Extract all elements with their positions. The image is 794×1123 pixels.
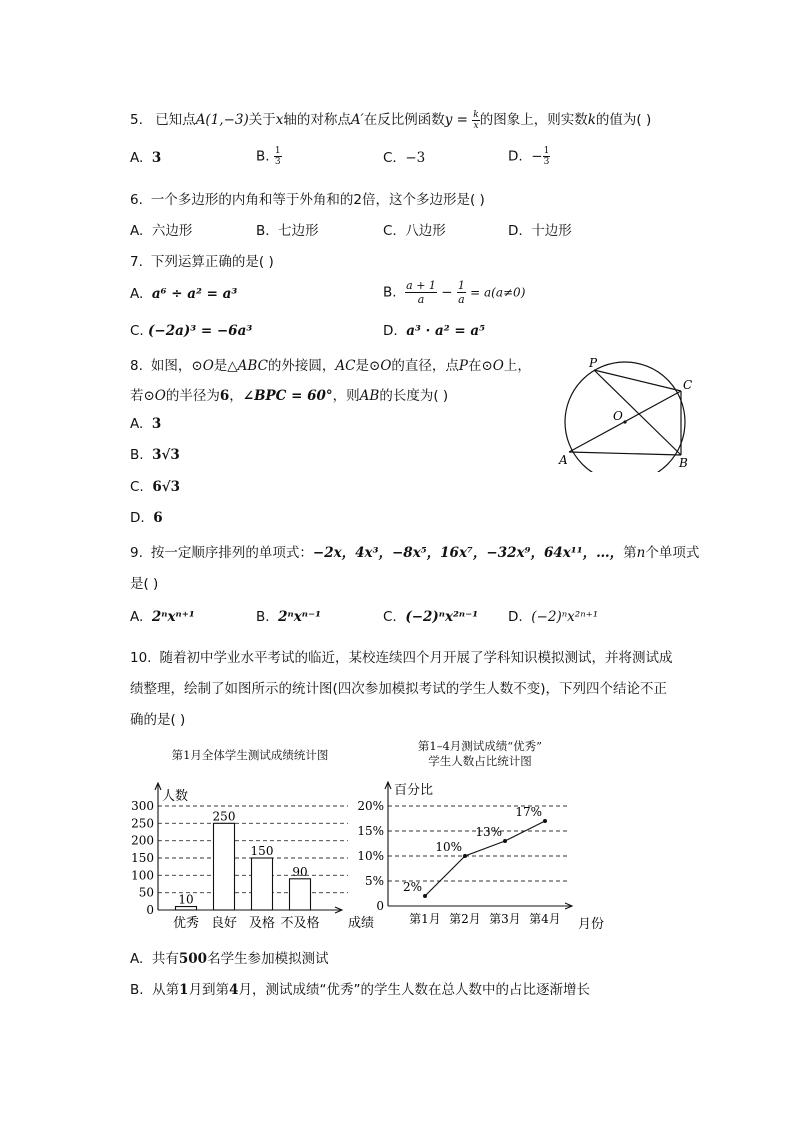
option-a[interactable]: A. 3	[130, 416, 162, 432]
option-a[interactable]: A. 共有500名学生参加模拟测试	[130, 951, 329, 967]
label-o: O	[613, 409, 623, 423]
question-number: 7.	[130, 254, 143, 270]
option-a[interactable]: A. 2ⁿxⁿ⁺¹	[130, 609, 195, 625]
line-chart-title-line2: 学生人数占比统计图	[428, 754, 532, 768]
bar-value-label: 90	[292, 864, 308, 879]
y-tick-label: 50	[138, 885, 154, 900]
y-tick-label: 250	[131, 816, 154, 831]
question-7	[130, 250, 274, 270]
line-chart-title-line1: 第1–4月测试成绩“优秀”	[417, 739, 543, 753]
question-8-line2: 若⊙O的半径为6，∠BPC = 60°，则AB的长度为( )	[130, 388, 449, 404]
option-b[interactable]: B. $\frac{1}{3}$	[256, 146, 281, 167]
bar-chart-title: 第1月全体学生测试成绩统计图	[171, 748, 329, 762]
data-value-label: 10%	[435, 840, 462, 854]
label-a: A	[559, 453, 568, 467]
option-d[interactable]: D. (−2)ⁿx²ⁿ⁺¹	[508, 609, 599, 625]
option-b[interactable]: B. $\frac{a + 1}{a}$ − $\frac{1}{a}$ = a(a≠0)	[383, 279, 526, 306]
y-tick-label: 100	[131, 868, 154, 883]
q5-point: A(1,−3)	[195, 112, 249, 128]
question-5	[130, 108, 651, 131]
q5-stem-text: 的图象上，则实数	[479, 112, 588, 128]
y-tick-label: 10%	[357, 849, 384, 863]
bar	[290, 879, 311, 910]
option-d[interactable]: D. 十边形	[508, 223, 572, 239]
q5-stem-text: 关于	[248, 112, 276, 128]
option-b[interactable]: B. 2ⁿxⁿ⁻¹	[256, 609, 322, 625]
question-9: 9. 按一定顺序排列的单项式：−2x，4x³，−8x⁵，16x⁷，−32x⁹，64x¹¹，…，第n个单项式	[130, 545, 700, 561]
data-value-label: 17%	[515, 805, 542, 819]
y-tick-label: 200	[131, 833, 154, 848]
option-c[interactable]: C. (−2a)³ = −6a³	[130, 323, 253, 339]
question-number: 8.	[130, 358, 143, 374]
x-axis-label: 成绩	[348, 916, 375, 931]
q5-axis: x	[275, 112, 284, 128]
bar-value-label: 10	[178, 892, 194, 907]
data-point	[503, 839, 507, 843]
y-tick-label: 15%	[357, 824, 384, 838]
question-10-line2: 绩整理，绘制了如图所示的统计图(四次参加模拟考试的学生人数不变)，下列四个结论不正	[130, 681, 668, 697]
question-number: 5.	[130, 112, 143, 128]
question-stem: 一个多边形的内角和等于外角和的2倍，这个多边形是( )	[150, 192, 485, 208]
y-tick-label: 5%	[364, 874, 384, 888]
label-p: P	[589, 356, 598, 370]
question-8: 8. 如图，⊙O是△ABC的外接圆，AC是⊙O的直径，点P在⊙O上，	[130, 358, 531, 374]
q5-stem-text: 的值为( )	[595, 112, 652, 128]
segment-pb	[594, 370, 681, 455]
circle-o	[565, 362, 685, 472]
x-tick-label: 第3月	[489, 912, 521, 926]
bar	[214, 823, 235, 910]
question-number: 9.	[130, 545, 143, 561]
question-10-line3: 确的是( )	[130, 712, 186, 728]
q5-point2: A′	[350, 112, 364, 128]
label-b: B	[679, 456, 688, 470]
x-axis-label: 月份	[578, 917, 605, 932]
option-b[interactable]: B. 从第1月到第4月，测试成绩“优秀”的学生人数在总人数中的占比逐渐增长	[130, 982, 590, 998]
option-a[interactable]: A. 六边形	[130, 223, 193, 239]
bar-value-label: 250	[212, 809, 236, 824]
question-6	[130, 188, 485, 208]
option-d[interactable]: D. 6	[130, 510, 163, 526]
option-c[interactable]: C. 6√3	[130, 479, 180, 495]
q5-fraction: $\frac{k}{x}$	[473, 109, 479, 131]
q5-var: k	[587, 112, 596, 128]
option-b[interactable]: B. 七边形	[256, 223, 319, 239]
label-c: C	[683, 378, 693, 392]
center-point	[623, 420, 626, 423]
y-tick-label: 150	[131, 851, 154, 865]
question-stem: 下列运算正确的是( )	[150, 254, 274, 270]
line-chart-title	[380, 739, 580, 769]
question-10: 10. 随着初中学业水平考试的临近，某校连续四个月开展了学科知识模拟测试，并将测试成	[130, 650, 673, 666]
option-c[interactable]: C. −3	[383, 150, 426, 166]
data-point	[463, 854, 467, 858]
q5-stem-text: 轴的对称点	[283, 112, 351, 128]
origin-label: 0	[376, 899, 384, 913]
y-tick-label: 20%	[357, 799, 384, 813]
option-a[interactable]: A. 3	[130, 150, 162, 166]
x-tick-label: 优秀	[172, 916, 200, 931]
option-d[interactable]: D. a³ · a² = a⁵	[383, 323, 486, 339]
option-d[interactable]: D. − $\frac{1}{3}$	[508, 146, 550, 167]
segment-ab	[569, 452, 681, 455]
x-tick-label: 第2月	[449, 912, 481, 926]
question-9-line2: 是( )	[130, 576, 159, 592]
bar	[176, 907, 197, 910]
bar	[252, 858, 273, 910]
x-tick-label: 及格	[248, 916, 276, 931]
x-tick-label: 不及格	[280, 916, 320, 931]
data-point	[423, 894, 427, 898]
question-number: 6.	[130, 192, 143, 208]
y-tick-label: 300	[131, 799, 154, 813]
y-axis-label: 人数	[162, 789, 189, 804]
option-a[interactable]: A. a⁶ ÷ a² = a³	[130, 286, 238, 302]
option-c[interactable]: C. 八边形	[383, 223, 446, 239]
q5-func: y =	[444, 112, 473, 128]
q5-stem-text: 已知点	[155, 112, 196, 128]
y-axis-label: 百分比	[394, 783, 434, 798]
x-tick-label: 良好	[210, 916, 238, 931]
bar-value-label: 150	[250, 844, 274, 858]
x-tick-label: 第1月	[409, 912, 441, 926]
x-tick-label: 第4月	[529, 912, 561, 926]
q8-circle-figure	[555, 352, 705, 472]
question-number: 10.	[130, 650, 152, 666]
option-b[interactable]: B. 3√3	[130, 447, 180, 463]
data-value-label: 2%	[402, 880, 422, 894]
line-chart	[350, 776, 620, 936]
origin-label: 0	[146, 903, 154, 917]
data-value-label: 13%	[475, 825, 502, 839]
data-point	[543, 819, 547, 823]
q5-stem-text: 在反比例函数	[363, 112, 445, 128]
option-c[interactable]: C. (−2)ⁿx²ⁿ⁻¹	[383, 609, 479, 625]
